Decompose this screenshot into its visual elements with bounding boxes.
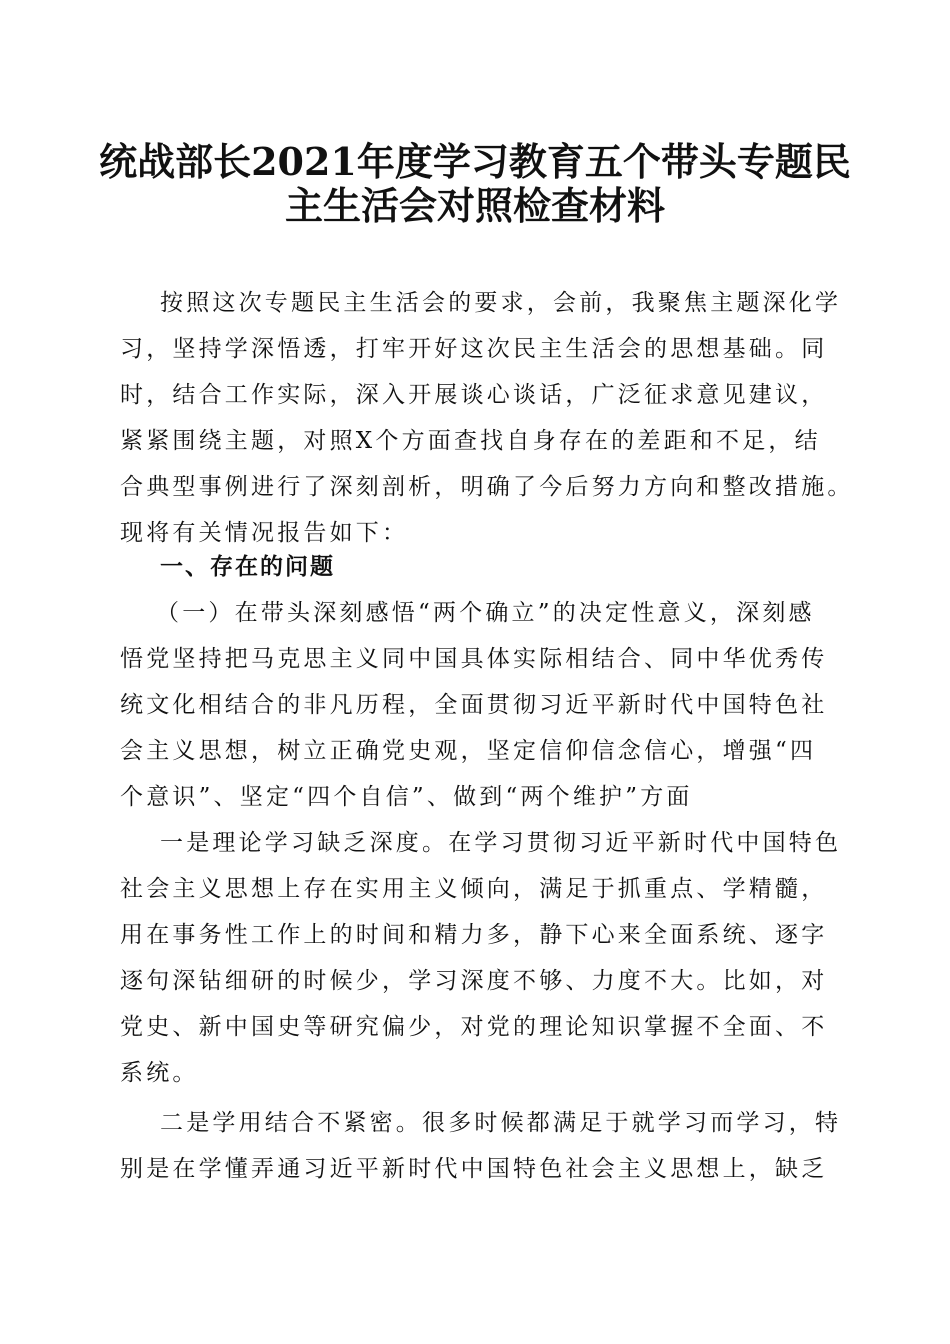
document-title-line-1: 统战部长2021年度学习教育五个带头专题民 bbox=[99, 139, 851, 184]
paragraph-line: 逐句深钻细研的时候少，学习深度不够、力度不大。比如，对 bbox=[120, 968, 828, 994]
paragraph-line: 时，结合工作实际，深入开展谈心谈话，广泛征求意见建议， bbox=[120, 382, 828, 408]
paragraph-line: 系统。 bbox=[120, 1060, 199, 1086]
subsection-line: 会主义思想，树立正确党史观，坚定信仰信念信心，增强“四 bbox=[120, 738, 817, 764]
subsection-line: （一）在带头深刻感悟“两个确立”的决定性意义，深刻感 bbox=[156, 600, 815, 626]
document-title-line-2: 主生活会对照检查材料 bbox=[284, 183, 665, 228]
paragraph-line: 用在事务性工作上的时间和精力多，静下心来全面系统、逐字 bbox=[120, 922, 828, 948]
paragraph-line: 社会主义思想上存在实用主义倾向，满足于抓重点、学精髓， bbox=[120, 876, 828, 902]
paragraph-line: 习，坚持学深悟透，打牢开好这次民主生活会的思想基础。同 bbox=[120, 336, 828, 362]
paragraph-line: 紧紧围绕主题，对照X个方面查找自身存在的差距和不足，结 bbox=[120, 428, 821, 454]
subsection-line: 个意识”、坚定“四个自信”、做到“两个维护”方面 bbox=[120, 784, 693, 810]
paragraph-line: 一是理论学习缺乏深度。在学习贯彻习近平新时代中国特色 bbox=[160, 830, 842, 856]
paragraph-line: 合典型事例进行了深刻剖析，明确了今后努力方向和整改措施。 bbox=[120, 474, 854, 500]
paragraph-line: 现将有关情况报告如下： bbox=[120, 520, 409, 546]
paragraph-line: 别是在学懂弄通习近平新时代中国特色社会主义思想上，缺乏 bbox=[120, 1156, 828, 1182]
paragraph-line: 二是学用结合不紧密。很多时候都满足于就学习而学习，特 bbox=[160, 1110, 842, 1136]
paragraph-line: 按照这次专题民主生活会的要求，会前，我聚焦主题深化学 bbox=[160, 290, 842, 316]
section-heading: 一、存在的问题 bbox=[160, 554, 335, 580]
paragraph-line: 党史、新中国史等研究偏少，对党的理论知识掌握不全面、不 bbox=[120, 1014, 828, 1040]
subsection-line: 悟党坚持把马克思主义同中国具体实际相结合、同中华优秀传 bbox=[120, 646, 828, 672]
subsection-line: 统文化相结合的非凡历程，全面贯彻习近平新时代中国特色社 bbox=[120, 692, 828, 718]
